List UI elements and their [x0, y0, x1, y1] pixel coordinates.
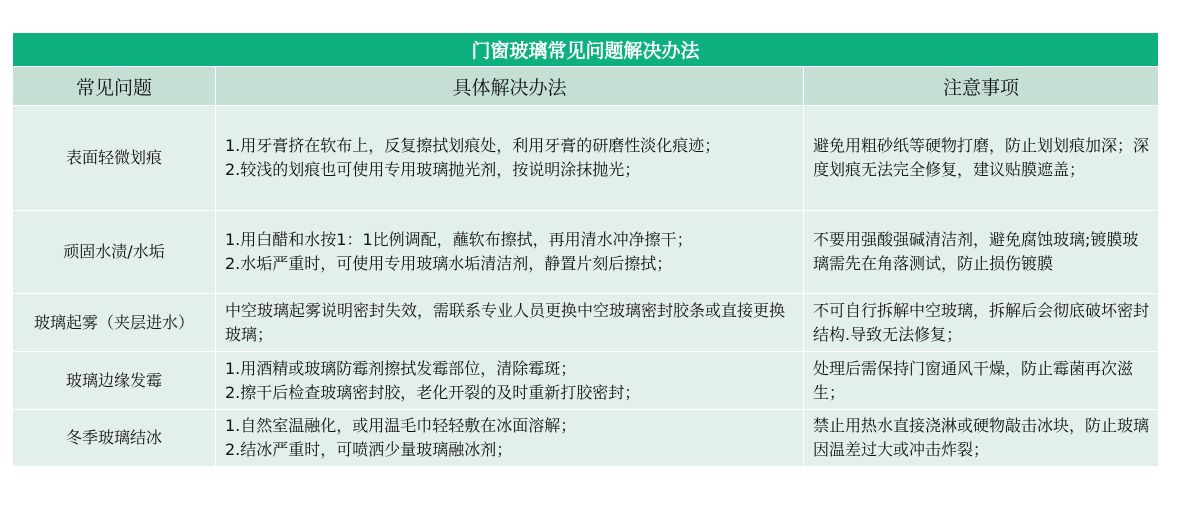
solution-line: 1.用酒精或玻璃防霉剂擦拭发霉部位，清除霉斑；: [225, 358, 577, 378]
note-cell: 不可自行拆解中空玻璃，拆解后会彻底破坏密封结构.导致无法修复；: [804, 294, 1159, 352]
table-row: [13, 211, 1159, 294]
note-cell: 禁止用热水直接浇淋或硬物敲击冰块，防止玻璃因温差过大或冲击炸裂；: [804, 410, 1159, 467]
note-cell: 处理后需保持门窗通风干燥，防止霉菌再次滋生；: [804, 352, 1159, 410]
problem-cell: 玻璃边缘发霉: [13, 352, 216, 410]
problem-cell: 顽固水渍/水垢: [13, 211, 216, 294]
table-title: 门窗玻璃常见问题解决办法: [13, 33, 1159, 67]
note-cell: 避免用粗砂纸等硬物打磨，防止划划痕加深；深度划痕无法完全修复，建议贴膜遮盖；: [804, 106, 1159, 211]
solution-line: 2.结冰严重时，可喷洒少量玻璃融冰剂；: [225, 440, 513, 459]
table-row: [13, 352, 1159, 410]
problem-cell: 玻璃起雾（夹层进水）: [13, 294, 216, 352]
header-note: 注意事项: [804, 67, 1159, 106]
solution-cell: [216, 352, 804, 410]
note-cell: 不要用强酸强碱清洁剂，避免腐蚀玻璃;镀膜玻璃需先在角落测试，防止损伤镀膜: [804, 211, 1159, 294]
solution-line: 2.水垢严重时，可使用专用玻璃水垢清洁剂，静置片刻后擦拭；: [225, 254, 673, 273]
solution-line: 1.自然室温融化，或用温毛巾轻轻敷在冰面溶解；: [225, 416, 577, 435]
solution-cell: [216, 410, 804, 467]
glass-problems-table: [12, 32, 1158, 467]
problem-cell: 冬季玻璃结冰: [13, 410, 216, 467]
solution-cell: [216, 211, 804, 294]
header-problem: 常见问题: [13, 67, 216, 106]
table-row: [13, 106, 1159, 211]
solution-cell: [216, 294, 804, 352]
problem-cell: 表面轻微划痕: [13, 106, 216, 211]
solution-line: 1.用白醋和水按1：1比例调配，蘸软布擦拭，再用清水冲净擦干；: [225, 230, 693, 249]
solution-line: 2.较浅的划痕也可使用专用玻璃抛光剂，按说明涂抹抛光；: [225, 160, 641, 179]
table-row: [13, 410, 1159, 467]
table-row: [13, 294, 1159, 352]
solution-cell: [216, 106, 804, 211]
solution-line: 2.擦干后检查玻璃密封胶，老化开裂的及时重新打胶密封；: [225, 382, 641, 402]
solution-line: 1.用牙膏挤在软布上，反复擦拭划痕处，利用牙膏的研磨性淡化痕迹；: [225, 136, 721, 155]
title-row: [13, 33, 1159, 67]
solution-line: 中空玻璃起雾说明密封失效，需联系专业人员更换中空玻璃密封胶条或直接更换玻璃；: [225, 300, 786, 344]
header-solution: 具体解决办法: [216, 67, 804, 106]
header-row: [13, 67, 1159, 106]
solutions-table: [12, 32, 1159, 467]
